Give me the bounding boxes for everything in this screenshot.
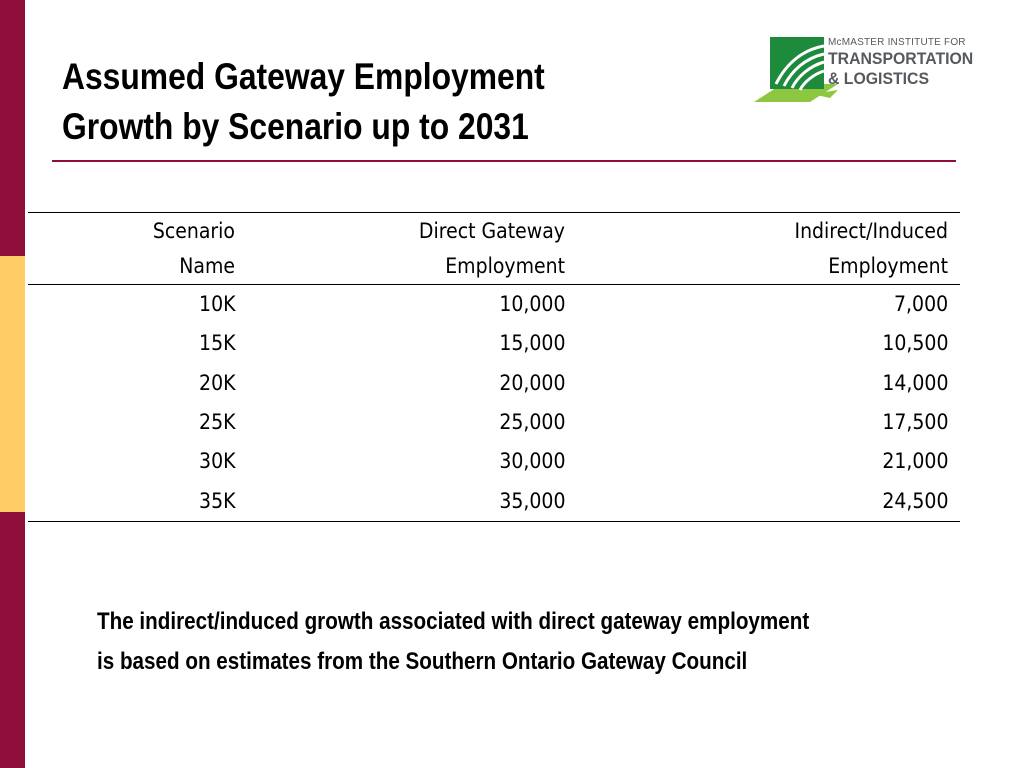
cell-direct: 30,000 bbox=[498, 449, 565, 474]
sidebar-accent-top bbox=[0, 0, 25, 256]
cell-scenario: 10K bbox=[198, 292, 235, 317]
table-row bbox=[28, 324, 960, 363]
logo-line-1: McMASTER INSTITUTE FOR bbox=[828, 37, 966, 48]
title-line-1: Assumed Gateway Employment bbox=[62, 56, 545, 97]
table-body bbox=[28, 285, 960, 522]
institute-logo bbox=[752, 34, 972, 106]
title-line-2: Growth by Scenario up to 2031 bbox=[62, 106, 529, 147]
table-header-row bbox=[28, 213, 960, 285]
employment-table bbox=[28, 212, 960, 522]
cell-scenario: 15K bbox=[198, 331, 235, 356]
cell-indirect: 21,000 bbox=[881, 449, 948, 474]
cell-indirect: 17,500 bbox=[881, 410, 948, 435]
table-row bbox=[28, 364, 960, 403]
source-note-line-2: is based on estimates from the Southern Ontario Gateway Council bbox=[97, 648, 748, 675]
cell-indirect: 7,000 bbox=[893, 292, 948, 317]
header-direct-employment: Direct Gateway Employment bbox=[418, 219, 565, 278]
cell-direct: 15,000 bbox=[498, 331, 565, 356]
sidebar-accent-middle bbox=[0, 256, 25, 512]
sidebar-accent-bottom bbox=[0, 512, 25, 768]
cell-scenario: 20K bbox=[198, 370, 235, 395]
cell-direct: 20,000 bbox=[498, 370, 565, 395]
cell-scenario: 35K bbox=[198, 488, 235, 513]
cell-indirect: 24,500 bbox=[881, 488, 948, 513]
title-divider bbox=[52, 160, 956, 162]
header-indirect-employment: Indirect/Induced Employment bbox=[794, 219, 948, 278]
table-row bbox=[28, 481, 960, 521]
cell-direct: 35,000 bbox=[498, 488, 565, 513]
cell-indirect: 14,000 bbox=[881, 370, 948, 395]
table-row bbox=[28, 285, 960, 325]
cell-indirect: 10,500 bbox=[881, 331, 948, 356]
logo-wordmark bbox=[828, 36, 984, 89]
source-note bbox=[97, 602, 854, 682]
logo-line-3: & LOGISTICS bbox=[828, 69, 930, 88]
slide-title bbox=[62, 52, 630, 152]
table-row bbox=[28, 442, 960, 481]
table-header bbox=[28, 213, 960, 285]
cell-direct: 10,000 bbox=[498, 292, 565, 317]
cell-direct: 25,000 bbox=[498, 410, 565, 435]
cell-scenario: 25K bbox=[198, 410, 235, 435]
logo-line-2: TRANSPORTATION bbox=[828, 49, 974, 68]
header-scenario-name: Scenario Name bbox=[152, 219, 235, 278]
table-row bbox=[28, 403, 960, 442]
cell-scenario: 30K bbox=[198, 449, 235, 474]
source-note-line-1: The indirect/induced growth associated with direct gateway employment bbox=[97, 608, 810, 635]
